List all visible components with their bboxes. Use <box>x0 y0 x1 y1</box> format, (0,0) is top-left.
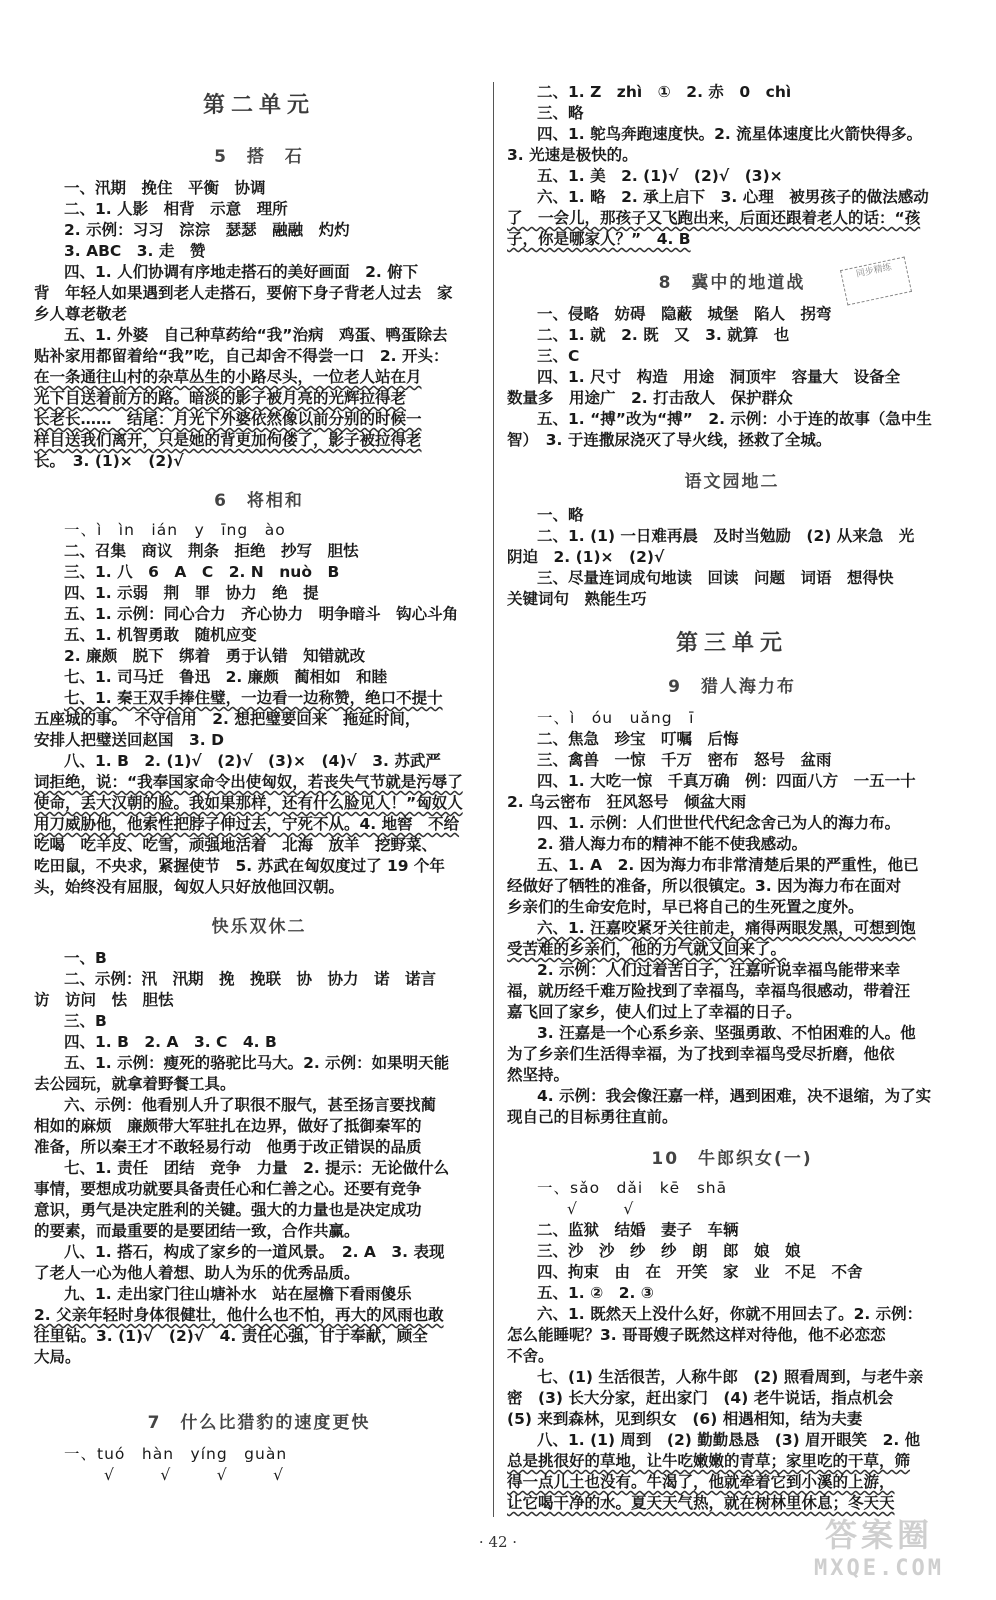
answer-line: 三、1. 八 6 A C 2. N nuò B <box>64 563 340 581</box>
answer-line: 关键词句 熟能生巧 <box>507 590 647 608</box>
lesson7-title: 7 什么比猎豹的速度更快 <box>147 1413 371 1433</box>
watermark-top: 答案圈 <box>824 1516 933 1554</box>
lesson8-answers <box>507 304 957 451</box>
answer-line: 不舍。 <box>507 1347 554 1365</box>
answer-line: 四、1. 尺寸 构造 用途 洞顶牢 容量大 设备全 <box>537 368 901 386</box>
answer-line: 4. 示例：我会像汪嘉一样，遇到困难，决不退缩，为了实 <box>537 1087 932 1105</box>
lesson9-title: 9 猎人海力布 <box>668 677 796 697</box>
answer-line: 3. 汪嘉是一个心系乡亲、坚强勇敢、不怕困难的人。他 <box>537 1024 916 1042</box>
answer-line: 总是挑很好的草地，让牛吃嫩嫩的青草；家里吃的干草，筛 <box>507 1452 911 1470</box>
answer-line: 背 年轻人如果遇到老人走搭石，要俯下身子背老人过去 家 <box>34 284 453 302</box>
answer-line: 2. 廉颇 脱下 绑着 勇于认错 知错就改 <box>64 647 366 665</box>
answer-line: (5) 来到森林，见到织女 (6) 相遇相知，结为夫妻 <box>507 1410 863 1428</box>
page-number: · 42 · <box>478 1533 518 1551</box>
answer-line: 准备，所以秦王才不敢轻易行动 他勇于改正错误的品质 <box>34 1138 422 1156</box>
answer-line: 然坚持。 <box>507 1066 570 1084</box>
answer-line: 了 一会儿，那孩子又飞跑出来，后面还跟着老人的话：“孩 <box>507 209 921 227</box>
answer-line: 样目送我们离开，只是她的背更加佝偻了，影子被拉得老 <box>34 431 422 449</box>
answer-line: 经做好了牺牲的准备，所以很镇定。3. 因为海力布在面对 <box>507 877 902 895</box>
lesson5-answers <box>34 178 484 472</box>
checkmarks-row: √ √ <box>567 1200 634 1218</box>
answer-line: 一、汛期 挽住 平衡 协调 <box>64 179 266 197</box>
answer-line: 词拒绝，说：“我奉国家命令出使匈奴，若丧失气节就是污辱了 <box>34 773 463 791</box>
answer-line: 访 访问 怯 胆怯 <box>34 991 174 1009</box>
answer-line: 2. 父亲年轻时身体很健壮，他什么也不怕，再大的风雨也敢 <box>34 1306 444 1324</box>
answer-line: 乡人尊老敬老 <box>34 305 128 323</box>
answer-line: 大局。 <box>34 1348 81 1366</box>
answer-line: 四、1. 鸵鸟奔跑速度快。2. 流星体速度比火箭快得多。 <box>537 125 923 143</box>
lesson10-title: 10 牛郎织女(一) <box>651 1149 813 1169</box>
answer-line: 密 (3) 长大分家，赶出家门 (4) 老牛说话，指点机会 <box>507 1389 894 1407</box>
answer-line: 五、1. 机智勇敢 随机应变 <box>64 626 257 644</box>
answer-line: 现自己的目标勇往直前。 <box>507 1108 678 1126</box>
right-column <box>507 0 957 1514</box>
answer-line: 二、1. 人影 相背 示意 理所 <box>64 200 288 218</box>
answer-line: 三、沙 沙 纱 纱 朗 郎 娘 娘 <box>537 1242 801 1260</box>
answer-line: 六、1. 既然天上没什么好，你就不用回去了。2. 示例： <box>537 1305 923 1323</box>
unit2-heading: 第二单元 <box>202 92 315 118</box>
answer-line: 嘉飞回了家乡，使人们过上了幸福的日子。 <box>507 1003 802 1021</box>
left-column <box>34 0 484 1486</box>
answer-line: 一、B <box>64 949 107 967</box>
lesson7-continued <box>507 82 957 250</box>
answer-line: 四、1. 示弱 荆 罪 协力 绝 提 <box>64 584 319 602</box>
watermark-bottom: MXQE.COM <box>814 1556 944 1581</box>
pinyin-line: 一、ì ìn ián y īng ào <box>64 521 286 539</box>
answer-line: 二、1. (1) 一日难再晨 及时当勉励 (2) 从来急 光 <box>537 527 915 545</box>
lesson6-title: 6 将相和 <box>214 491 304 511</box>
answer-line: 3. 光速是极快的。 <box>507 146 638 164</box>
answer-line: 事情，要想成功就要具备责任心和仁善之心。还要有竞争 <box>34 1180 422 1198</box>
checkmarks-row: √ √ √ √ <box>104 1466 284 1484</box>
answer-line: 吃喝 吃羊皮、吃雪，顽强地活着 北海 放羊 挖野菜、 <box>34 836 438 854</box>
answer-line: 2. 乌云密布 狂风怒号 倾盆大雨 <box>507 793 747 811</box>
answer-line: 得一点儿土也没有。牛渴了，他就牵着它到小溪的上游， <box>507 1473 895 1491</box>
answer-line: 二、1. 就 2. 既 又 3. 就算 也 <box>537 326 790 344</box>
answer-line: 去公园玩，就拿着野餐工具。 <box>34 1075 236 1093</box>
answer-line: 光下目送着前方的路。暗淡的影子被月亮的光辉拉得老 <box>34 389 407 407</box>
answer-line: 二、召集 商议 荆条 拒绝 抄写 胆怯 <box>64 542 359 560</box>
answer-line: 意识，勇气是决定胜利的关键。强大的力量也是决定成功 <box>34 1201 422 1219</box>
answer-line: 三、禽兽 一惊 千万 密布 怒号 盆雨 <box>537 751 832 769</box>
answer-line: 二、焦急 珍宝 叮嘱 后悔 <box>537 730 739 748</box>
answer-line: 九、1. 走出家门往山塘补水 站在屋檐下看雨傻乐 <box>64 1285 412 1303</box>
answer-line: 七、1. 责任 团结 竞争 力量 2. 提示：无论做什么 <box>64 1159 450 1177</box>
lesson5-title: 5 搭 石 <box>214 147 304 167</box>
lesson8-title: 8 冀中的地道战 <box>658 273 806 293</box>
answer-line: 四、1. B 2. A 3. C 4. B <box>64 1033 277 1051</box>
answer-line: 三、尽量连词成句地读 回读 问题 词语 想得快 <box>537 569 894 587</box>
column-divider <box>493 82 494 1517</box>
answer-line: 五、1. 外婆 自己种草药给“我”治病 鸡蛋、鸭蛋除去 <box>64 326 448 344</box>
answer-line: 三、B <box>64 1012 107 1030</box>
pinyin-line: 一、ì óu uǎng ī <box>537 709 695 727</box>
answer-line: 四、1. 大吃一惊 千真万确 例：四面八方 一五一十 <box>537 772 916 790</box>
answer-line: 3. ABC 3. 走 赞 <box>64 242 206 260</box>
answer-line: 长老长…… 结尾：月光下外婆依然像以前分别的时候一 <box>34 410 422 428</box>
answer-line: 数量多 用途广 2. 打击敌人 保护群众 <box>507 389 793 407</box>
answer-line: 五、1. “搏”改为“搏” 2. 示例：小于连的故事（急中生 <box>537 410 932 428</box>
answer-line: 吃田鼠，不央求，紧握使节 5. 苏武在匈奴度过了 19 个年 <box>34 857 445 875</box>
answer-line: 用刀威胁他，他索性把脖子伸过去，宁死不从。4. 地窖 不给 <box>34 815 460 833</box>
answer-line: 乡亲们的生命安危时，早已将自己的生死置之度外。 <box>507 898 864 916</box>
kuaile-title: 快乐双休二 <box>211 917 307 937</box>
answer-line: 福，就历经千难万险找到了幸福鸟，幸福鸟很感动，带着汪 <box>507 982 911 1000</box>
answer-line: 在一条通往山村的杂草丛生的小路尽头，一位老人站在月 <box>34 368 422 386</box>
answer-line: 七、(1) 生活很苦，人称牛郎 (2) 照看周到，与老牛亲 <box>537 1368 924 1386</box>
answer-line: 二、示例：汛 汛期 挽 挽联 协 协力 诺 诺言 <box>64 970 437 988</box>
answer-line: 八、1. 搭石，构成了家乡的一道风景。 2. A 3. 表现 <box>64 1243 445 1261</box>
answer-line: 相如的麻烦 廉颇带大军驻扎在边界，做好了抵御秦军的 <box>34 1117 422 1135</box>
answer-line: 2. 示例：习习 淙淙 瑟瑟 融融 灼灼 <box>64 221 350 239</box>
answer-line: 的要素，而最重要的是要团结一致，合作共赢。 <box>34 1222 360 1240</box>
kuaile-answers <box>34 948 484 1368</box>
answer-line: 八、1. (1) 周到 (2) 勤勤恳恳 (3) 眉开眼笑 2. 他 <box>537 1431 921 1449</box>
answer-line: 让它喝干净的水。夏天天气热，就在树林里休息；冬天天 <box>507 1494 895 1512</box>
answer-line: 六、示例：他看别人升了职很不服气，甚至扬言要找蔺 <box>64 1096 437 1114</box>
answer-line: 子，你是哪家人？” 4. B <box>507 230 691 248</box>
answer-line: 五、1. A 2. 因为海力布非常清楚后果的严重性，他已 <box>537 856 919 874</box>
answer-line: 受苦难的乡亲们，他的力气就又回来了。 <box>507 940 787 958</box>
answer-line: 四、拘束 由 在 开笑 家 业 不足 不舍 <box>537 1263 863 1281</box>
lesson10-answers <box>507 1178 957 1514</box>
answer-line: 了老人一心为他人着想、助人为乐的优秀品质。 <box>34 1264 360 1282</box>
answer-line: 2. 猎人海力布的精神不能不使我感动。 <box>537 835 808 853</box>
answer-line: 怎么能睡呢？3. 哥哥嫂子既然这样对待他，他不必恋恋 <box>507 1326 886 1344</box>
answer-line: 四、1. 示例：人们世世代代纪念舍己为人的海力布。 <box>537 814 901 832</box>
watermark-logo <box>774 1510 984 1594</box>
lesson6-answers <box>34 520 484 898</box>
answer-line: 贴补家用都留着给“我”吃，自己却舍不得尝一口 2. 开头： <box>34 347 449 365</box>
answer-line: 头，始终没有屈服，匈奴人只好放他回汉朝。 <box>34 878 345 896</box>
yuandi-title: 语文园地二 <box>684 472 780 492</box>
answer-line: 五、1. 示例：同心合力 齐心协力 明争暗斗 钩心斗角 <box>64 605 459 623</box>
answer-line: 长。 3. (1)× (2)√ <box>34 452 184 470</box>
stamp-text: 同步精练 <box>855 262 893 280</box>
answer-line: 五、1. ② 2. ③ <box>537 1284 654 1302</box>
pinyin-line: 一、sǎo dǎi kē shā <box>537 1179 728 1197</box>
unit3-heading: 第三单元 <box>675 630 788 656</box>
answer-line: 一、略 <box>537 506 584 524</box>
answer-line: 六、1. 略 2. 承上启下 3. 心理 被男孩子的做法感动 <box>537 188 929 206</box>
answer-line: 五、1. 示例：瘦死的骆驼比马大。2. 示例：如果明天能 <box>64 1054 450 1072</box>
answer-line: 2. 示例：人们过着苦日子，汪嘉听说幸福鸟能带来幸 <box>537 961 901 979</box>
answer-line: 二、监狱 结婚 妻子 车辆 <box>537 1221 739 1239</box>
answer-line: 七、1. 秦王双手捧住璧，一边看一边称赞，绝口不提十 <box>64 689 443 707</box>
answer-line: 智） 3. 于连撒尿浇灭了导火线，拯救了全城。 <box>507 431 832 449</box>
answer-line: 使命，丢大汉朝的脸。我如果那样，还有什么脸见人！”匈奴人 <box>34 794 463 812</box>
answer-line: 五、1. 美 2. (1)√ (2)√ (3)× <box>537 167 783 185</box>
answer-line: 一、侵略 妨碍 隐蔽 城堡 陷人 拐弯 <box>537 305 832 323</box>
answer-line: 往里钻。3. (1)√ (2)√ 4. 责任心强，甘于奉献，顾全 <box>34 1327 428 1345</box>
answer-line: 二、1. Z zhì ① 2. 赤 0 chì <box>537 83 792 101</box>
answer-line: 七、1. 司马迁 鲁迅 2. 廉颇 蔺相如 和睦 <box>64 668 388 686</box>
answer-line: 六、1. 汪嘉咬紧牙关往前走，痛得两眼发黑，可想到饱 <box>537 919 916 937</box>
answer-line: 为了乡亲们生活得幸福，为了找到幸福鸟受尽折磨，他依 <box>507 1045 895 1063</box>
pinyin-line: 一、tuó hàn yíng guàn <box>64 1445 288 1463</box>
answer-line: 三、略 <box>537 104 584 122</box>
yuandi-answers <box>507 505 957 610</box>
answer-line: 阴迫 2. (1)× (2)√ <box>507 548 665 566</box>
lesson9-answers <box>507 708 957 1128</box>
answer-line: 三、C <box>537 347 580 365</box>
answer-line: 四、1. 人们协调有序地走搭石的美好画面 2. 俯下 <box>64 263 419 281</box>
answer-line: 五座城的事。 不守信用 2. 想把璧要回来 拖延时间， <box>34 710 421 728</box>
answer-line: 安排人把璧送回赵国 3. D <box>34 731 224 749</box>
answer-line: 八、1. B 2. (1)√ (2)√ (3)× (4)√ 3. 苏武严 <box>64 752 441 770</box>
